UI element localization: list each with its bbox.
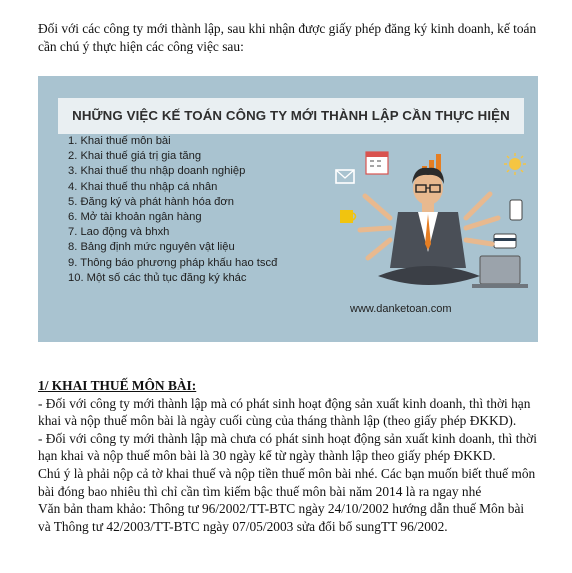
accountant-illustration	[330, 148, 530, 306]
task-item: 9. Thông báo phương pháp khấu hao tscđ	[68, 256, 278, 269]
task-list	[68, 134, 277, 286]
phone-icon	[510, 200, 522, 220]
task-item: 7. Lao động và bhxh	[68, 226, 170, 239]
paragraph: Chú ý là phải nộp cả tờ khai thuế và nộp tiền thuế môn bài nhé. Các bạn muốn biết thuế môn bài đóng bao nhiêu thì chỉ cần tìm kiếm bậc thuế môn bài năm 2014 là ra ngay nhé	[38, 465, 536, 499]
task-item: 4. Khai thuế thu nhập cá nhân	[68, 180, 218, 193]
task-item: 3. Khai thuế thu nhập doanh nghiệp	[68, 165, 246, 178]
banner-title: NHỮNG VIỆC KẾ TOÁN CÔNG TY MỚI THÀNH LẬP CẦN THỰC HIỆN	[58, 98, 524, 134]
sun-icon	[504, 153, 526, 175]
task-item: 8. Bảng định mức nguyên vật liệu	[68, 241, 235, 254]
paragraph: Văn bản tham khảo: Thông tư 96/2002/TT-BTC ngày 24/10/2002 hướng dẫn thuế Môn bài và Thông tư 42/2003/TT-BTC ngày 07/05/2003 sửa đổi bổ sungTT 96/2002.	[38, 501, 525, 534]
website-label: www.danketoan.com	[350, 303, 452, 315]
mug-icon	[340, 210, 356, 223]
task-item: 2. Khai thuế giá trị gia tăng	[68, 150, 202, 163]
task-item: 10. Một số các thủ tục đăng ký khác	[68, 271, 247, 284]
person-figure	[360, 168, 498, 285]
section-1	[38, 377, 538, 535]
task-item: 1. Khai thuế môn bài	[68, 135, 171, 147]
infographic-banner	[38, 76, 538, 342]
paragraph: - Đối với công ty mới thành lập mà có phát sinh hoạt động sản xuất kinh doanh, thì thời hạn khai và nộp thuế môn bài là ngày cuối cùng của tháng thành lập (theo giấy phép ĐKKD).	[38, 395, 531, 429]
paragraph: - Đối với công ty mới thành lập mà chưa có phát sinh hoạt động sản xuất kinh doanh, thì thời hạn khai và nộp thuế môn bài là 30 ngày kể từ ngày thành lập theo giấy phép ĐKKD.	[38, 430, 537, 464]
intro-paragraph: Đối với các công ty mới thành lập, sau khi nhận được giấy phép đăng ký kinh doanh, kế toán cần chú ý thực hiện các công việc sau:	[38, 21, 537, 54]
credit-card-icon	[494, 234, 516, 248]
calendar-icon	[366, 152, 388, 174]
envelope-icon	[336, 170, 354, 183]
laptop-icon	[472, 256, 528, 288]
task-item: 6. Mở tài khoản ngân hàng	[68, 210, 202, 223]
section-heading: 1/ KHAI THUẾ MÔN BÀI:	[38, 378, 197, 393]
task-item: 5. Đăng ký và phát hành hóa đơn	[68, 195, 234, 208]
